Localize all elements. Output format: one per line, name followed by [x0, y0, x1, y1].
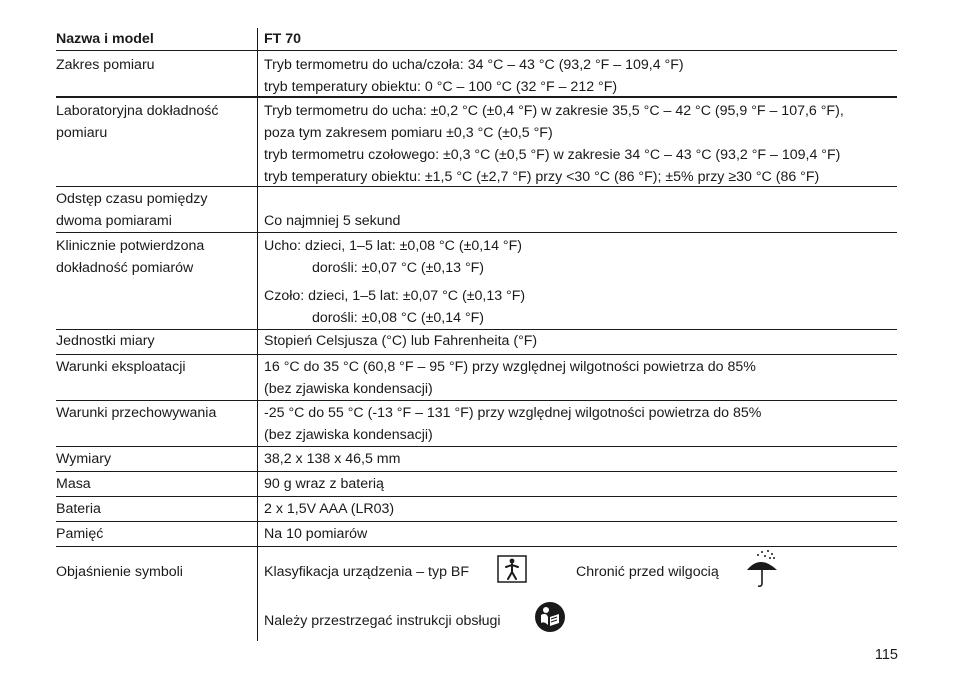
value-line: dorośli: ±0,07 °C (±0,13 °F) — [312, 260, 485, 276]
value-line: Tryb termometru do ucha: ±0,2 °C (±0,4 °F) w zakresie 35,5 °C – 42 °C (95,9 °F – 107,6 °F), — [264, 103, 844, 119]
value-line: Klasyfikacja urządzenia – typ BF — [264, 564, 470, 580]
row-label: Wymiary — [56, 451, 112, 467]
value-line: tryb temperatury obiektu: ±1,5 °C (±2,7 °F) przy <30 °C (86 °F); ±5% przy ≥30 °C (86 °F) — [264, 169, 820, 185]
row-dimensions — [56, 447, 897, 472]
header-model: FT 70 — [264, 31, 302, 47]
row-battery — [56, 497, 897, 522]
type-bf-person-icon — [497, 555, 527, 590]
row-label: Jednostki miary — [56, 333, 155, 349]
value-line: Należy przestrzegać instrukcji obsługi — [264, 613, 501, 629]
value-line: tryb termometru czołowego: ±0,3 °C (±0,5 °F) w zakresie 34 °C – 43 °C (93,2 °F – 109,4 °F) — [264, 147, 841, 163]
row-label: Warunki przechowywania — [56, 405, 217, 421]
read-manual-icon — [534, 601, 566, 640]
row-lab-accuracy — [56, 98, 897, 187]
value-line: Tryb termometru do ucha/czoła: 34 °C – 43 °C (93,2 °F – 109,4 °F) — [264, 57, 684, 73]
value-line: poza tym zakresem pomiaru ±0,3 °C (±0,5 °F) — [264, 125, 553, 141]
row-storage — [56, 401, 897, 447]
row-label: Warunki eksploatacji — [56, 359, 186, 375]
row-label: Pamięć — [56, 526, 104, 542]
row-memory — [56, 522, 897, 547]
row-interval — [56, 187, 897, 233]
value-line: 90 g wraz z baterią — [264, 476, 384, 492]
row-range — [56, 51, 897, 98]
row-label: Objaśnienie symboli — [56, 564, 183, 580]
row-label: Masa — [56, 476, 91, 492]
value-line: dorośli: ±0,08 °C (±0,14 °F) — [312, 310, 485, 326]
value-line: 2 x 1,5V AAA (LR03) — [264, 501, 395, 517]
value-line: Co najmniej 5 sekund — [264, 213, 401, 229]
value-line: Ucho: dzieci, 1–5 lat: ±0,08 °C (±0,14 °F) — [264, 238, 522, 254]
value-line: Na 10 pomiarów — [264, 526, 368, 542]
value-line: Czoło: dzieci, 1–5 lat: ±0,07 °C (±0,13 °F) — [264, 288, 526, 304]
page-number: 115 — [874, 647, 898, 663]
row-label: Odstęp czasu pomiędzy dwoma pomiarami — [56, 191, 208, 229]
row-label: Zakres pomiaru — [56, 57, 155, 73]
row-operating — [56, 355, 897, 401]
row-units — [56, 330, 897, 355]
row-label: Bateria — [56, 501, 101, 517]
value-line: 38,2 x 138 x 46,5 mm — [264, 451, 401, 467]
header-row — [56, 28, 897, 51]
row-label: Klinicznie potwierdzona dokładność pomiarów — [56, 238, 205, 276]
spec-table — [56, 28, 897, 641]
value-line: Chronić przed wilgocią — [576, 564, 719, 580]
value-line: (bez zjawiska kondensacji) — [264, 381, 433, 397]
row-clinical — [56, 233, 897, 330]
header-label: Nazwa i model — [56, 31, 154, 47]
row-label: Laboratoryjna dokładność pomiaru — [56, 103, 219, 141]
value-line: Stopień Celsjusza (°C) lub Fahrenheita (°F) — [264, 333, 538, 349]
row-mass — [56, 472, 897, 497]
value-line: (bez zjawiska kondensacji) — [264, 427, 433, 443]
value-line: -25 °C do 55 °C (-13 °F – 131 °F) przy względnej wilgotności powietrza do 85% — [264, 405, 762, 421]
value-line: 16 °C do 35 °C (60,8 °F – 95 °F) przy względnej wilgotności powietrza do 85% — [264, 359, 756, 375]
value-line: tryb temperatury obiektu: 0 °C – 100 °C (32 °F – 212 °F) — [264, 79, 618, 95]
row-symbols — [56, 547, 897, 641]
umbrella-rain-icon — [744, 549, 780, 596]
